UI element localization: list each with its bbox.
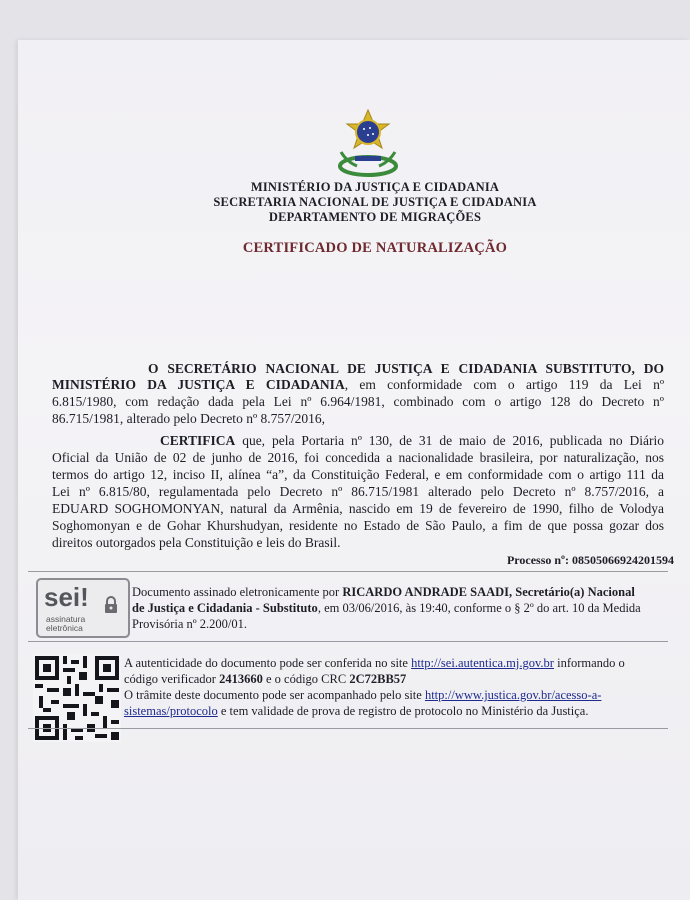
para2-line7: direitos outorgados pela Constituição e leis do Brasil. [52,535,341,550]
department-name: DEPARTAMENTO DE MIGRAÇÕES [268,210,482,224]
ministry-name: MINISTÉRIO DA JUSTIÇA E CIDADANIA [250,180,500,194]
divider [28,728,668,729]
para1-line4: 86.715/1981, alterado pelo Decreto nº 8.757/2016, [52,411,325,426]
protocol-link-part1[interactable]: http://www.justica.gov.br/acesso-a- [424,688,602,702]
lock-icon [102,596,120,614]
verification-line2: código verificador 2413660 e o código CRC 2C72BB57 [124,672,407,686]
verification-line4: sistemas/protocolo e tem validade de prova de registro de protocolo no Ministério da Justiça. [124,704,589,718]
signature-line1: Documento assinado eletronicamente por RICARDO ANDRADE SAADI, Secretário(a) Nacional [132,585,635,599]
para2-line4: Lei nº 6.815/80, regulamentada pelo Decreto nº 86.715/1981 alterado pelo Decreto nº 8.757/2016, a [52,484,664,499]
document-title: CERTIFICADO DE NATURALIZAÇÃO [242,240,508,256]
para2-line2: Oficial da União de 02 de junho de 2016, foi concedida a nacionalidade brasileira, por naturalização, nos [52,450,664,465]
para2-line3: termos do artigo 12, inciso II, alínea “a”, da Constituição Federal, e em conformidade com o artigo 111 da [52,467,664,482]
sei-authentication-link[interactable]: http://sei.autentica.mj.gov.br [411,656,554,670]
divider [28,571,668,572]
sei-caption-1: assinatura [46,614,86,624]
brazil-coat-of-arms-icon [333,108,403,180]
signature-line3: Provisória nº 2.200/01. [132,617,247,631]
verification-line1: A autenticidade do documento pode ser conferida no site http://sei.autentica.mj.gov.br informando o [124,656,625,670]
crc-code: 2C72BB57 [349,672,407,686]
para2-line6: Soghomonyan e de Gohar Khurshudyan, residente no Estado de São Paulo, a fim de que possa gozar dos [52,518,664,533]
divider [28,641,668,642]
verifier-code: 2413660 [219,672,263,686]
protocol-link-part2[interactable]: sistemas/protocolo [124,704,218,718]
verification-line3: O trâmite deste documento pode ser acompanhado pelo site http://www.justica.gov.br/acesso-a- [124,688,602,702]
sei-logo: sei! [44,582,89,612]
para1-line2: MINISTÉRIO DA JUSTIÇA E CIDADANIA, em conformidade com o artigo 119 da Lei nº [52,377,665,392]
secretariat-name: SECRETARIA NACIONAL DE JUSTIÇA E CIDADANIA [213,195,537,209]
signature-line2: de Justiça e Cidadania - Substituto, em 03/06/2016, às 19:40, conforme o § 2º do art. 10 da Medida [132,601,641,615]
sei-signature-badge [36,578,130,638]
para1-line1: O SECRETÁRIO NACIONAL DE JUSTIÇA E CIDADANIA SUBSTITUTO, DO [148,361,664,376]
para2-line1: CERTIFICA que, pela Portaria nº 130, de 31 de maio de 2016, publicada no Diário [160,433,664,448]
sei-caption-2: eletrônica [46,623,83,633]
para2-line5: EDUARD SOGHOMONYAN, natural da Armênia, nascido em 19 de fevereiro de 1990, filho de Volodya [52,501,664,516]
process-number: Processo nº: 08505066924201594 [506,553,674,567]
para1-line3: 6.815/1980, com redação dada pela Lei nº 6.964/1981, combinado com o artigo 128 do Decreto nº [52,394,664,409]
